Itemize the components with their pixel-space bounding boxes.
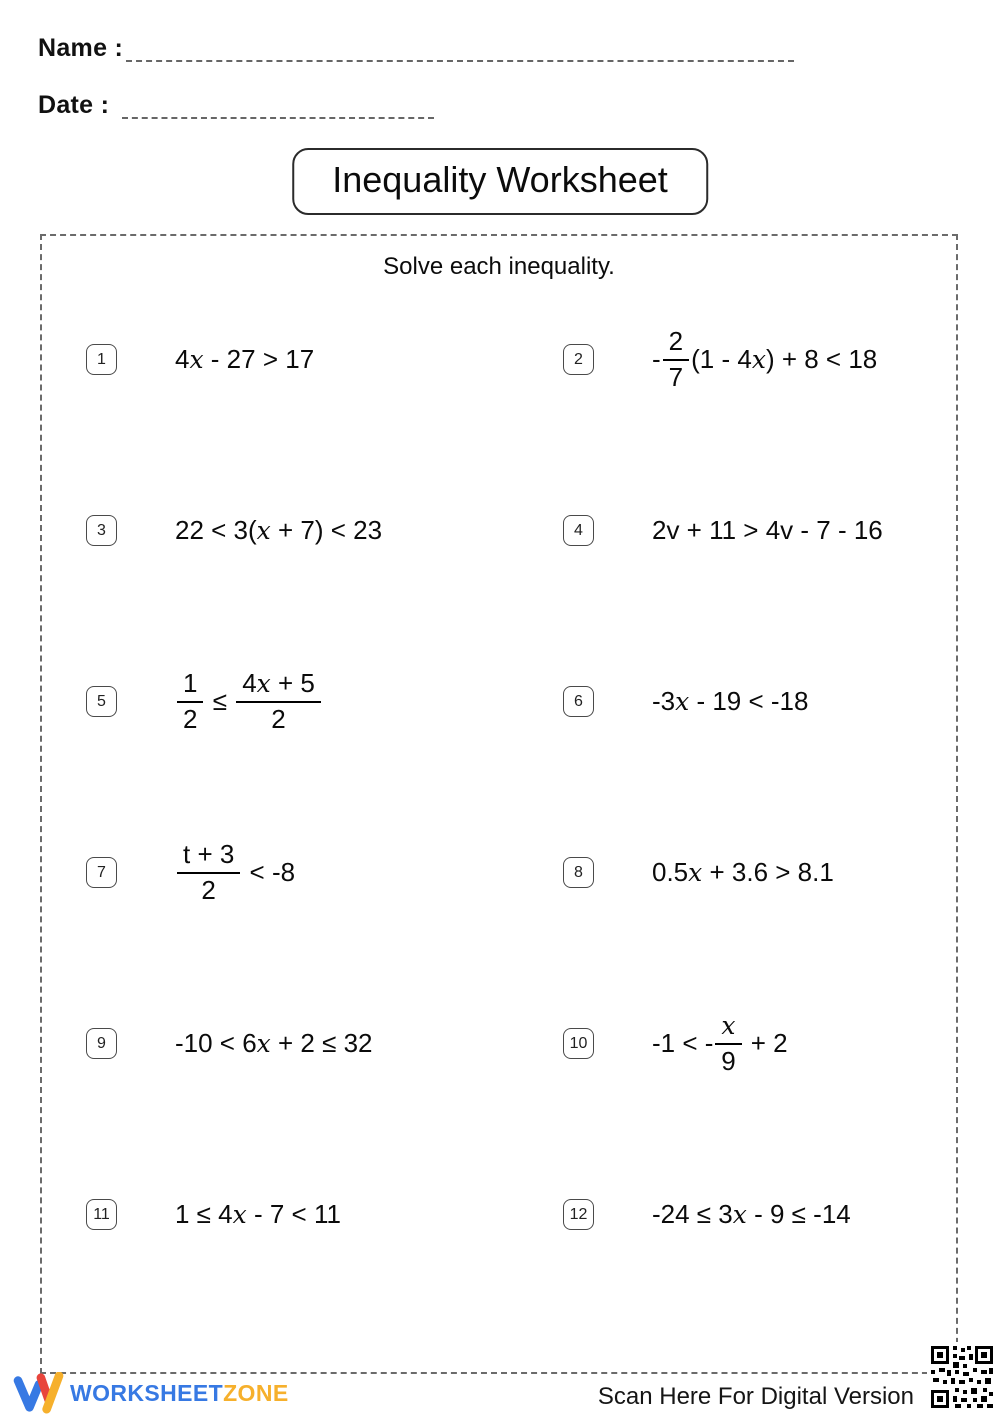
problems-grid — [42, 274, 956, 1300]
date-label: Date : — [38, 91, 110, 119]
problem-cell — [42, 274, 499, 445]
problem-expression — [175, 668, 323, 735]
math-text: - 27 > 17 — [203, 344, 315, 374]
problem-expression — [175, 515, 382, 546]
name-label: Name : — [38, 34, 124, 62]
math-text: - 9 ≤ -14 — [746, 1199, 851, 1229]
math-text: 2 — [668, 326, 684, 356]
qr-code — [927, 1342, 997, 1412]
math-text: + 3.6 > 8.1 — [702, 857, 834, 887]
brand-text-worksheet: WORKSHEET — [70, 1379, 224, 1406]
math-text: 0.5 — [652, 857, 689, 887]
math-text: 7 — [668, 362, 684, 392]
math-text: (1 - 4 — [691, 344, 752, 374]
problem-expression — [175, 1199, 341, 1230]
problem-number-badge: 9 — [86, 1028, 117, 1059]
problem-expression — [652, 326, 877, 393]
math-text: 1 — [183, 668, 198, 698]
math-text: 2 — [183, 704, 198, 734]
problem-number-badge: 5 — [86, 686, 117, 717]
problem-cell — [499, 1129, 956, 1300]
problem-expression — [652, 1199, 851, 1230]
math-text: 1 ≤ 4 — [175, 1199, 233, 1229]
date-blank-line — [122, 95, 434, 119]
problem-expression — [652, 515, 883, 546]
brand-text — [70, 1380, 289, 1407]
math-variable: x — [688, 858, 703, 887]
problem-number-badge: 3 — [86, 515, 117, 546]
problem-cell — [499, 445, 956, 616]
fraction — [177, 668, 203, 735]
math-variable: x — [721, 1011, 736, 1040]
problem-expression — [175, 344, 314, 375]
brand-logo — [12, 1372, 289, 1414]
math-text: -10 < 6 — [175, 1028, 257, 1058]
fraction — [177, 839, 240, 906]
math-text: + 7) < 23 — [270, 515, 383, 545]
instructions-text: Solve each inequality. — [383, 253, 615, 280]
math-text: -1 < - — [652, 1028, 714, 1058]
problem-number-badge: 2 — [563, 344, 594, 375]
math-text: 4 — [242, 668, 257, 698]
problem-number-badge: 12 — [563, 1199, 594, 1230]
math-text: ≤ — [205, 686, 235, 716]
brand-text-zone: ZONE — [223, 1379, 289, 1406]
problem-number-badge: 4 — [563, 515, 594, 546]
math-text: - 19 < -18 — [689, 686, 809, 716]
problem-number-badge: 8 — [563, 857, 594, 888]
math-text: 2 — [271, 704, 286, 734]
problem-cell — [499, 274, 956, 445]
problem-number-badge: 6 — [563, 686, 594, 717]
problem-number-badge: 7 — [86, 857, 117, 888]
problem-cell — [499, 787, 956, 958]
math-text: + 2 — [743, 1028, 788, 1058]
math-variable: x — [189, 345, 204, 374]
worksheetzone-w-icon — [12, 1372, 66, 1414]
fraction — [715, 1010, 741, 1077]
worksheet-title: Inequality Worksheet — [292, 148, 708, 215]
problem-cell — [42, 445, 499, 616]
scan-here-text: Scan Here For Digital Version — [597, 1383, 914, 1410]
problem-number-badge: 10 — [563, 1028, 594, 1059]
math-text: ) + 8 < 18 — [765, 344, 878, 374]
math-text: 9 — [721, 1046, 736, 1076]
math-text: - — [652, 344, 661, 374]
math-text: 22 < 3( — [175, 515, 257, 545]
problem-number-badge: 1 — [86, 344, 117, 375]
math-variable: x — [232, 1200, 247, 1229]
math-text: 4 — [175, 344, 190, 374]
problem-expression — [652, 1010, 788, 1077]
math-text: 2 — [201, 875, 216, 905]
fraction — [236, 668, 321, 735]
problem-cell — [42, 787, 499, 958]
math-variable: x — [675, 687, 690, 716]
math-text: t + 3 — [183, 839, 235, 869]
math-variable: x — [256, 516, 271, 545]
problem-cell — [499, 616, 956, 787]
problem-expression — [652, 686, 808, 717]
problem-expression — [175, 839, 295, 906]
math-text: + 5 — [270, 668, 315, 698]
problem-number-badge: 11 — [86, 1199, 117, 1230]
math-text: 2v + 11 > 4v - 7 - 16 — [652, 515, 883, 545]
problem-cell — [42, 1129, 499, 1300]
problem-cell — [42, 616, 499, 787]
math-text: -3 — [652, 686, 676, 716]
problem-expression — [652, 857, 834, 888]
math-text: < -8 — [242, 857, 296, 887]
problems-container — [40, 234, 958, 1374]
math-variable: x — [256, 669, 271, 698]
problem-cell — [499, 958, 956, 1129]
fraction — [663, 326, 689, 393]
name-blank-line — [126, 38, 794, 62]
problem-expression — [175, 1028, 373, 1059]
math-text: + 2 ≤ 32 — [270, 1028, 373, 1058]
math-text: - 7 < 11 — [246, 1199, 341, 1229]
math-text: -24 ≤ 3 — [652, 1199, 733, 1229]
math-variable: x — [732, 1200, 747, 1229]
math-variable: x — [751, 345, 766, 374]
math-variable: x — [256, 1029, 271, 1058]
problem-cell — [42, 958, 499, 1129]
